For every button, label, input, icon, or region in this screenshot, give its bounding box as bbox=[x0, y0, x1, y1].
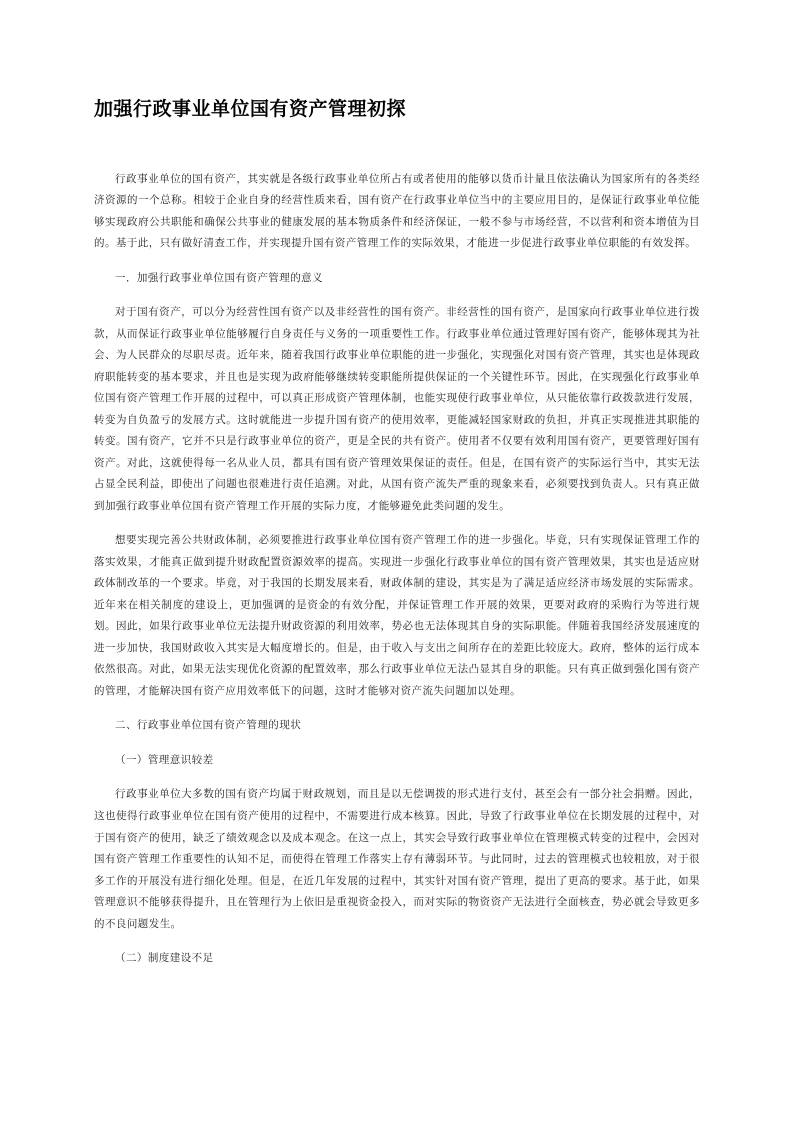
paragraph-significance-2: 想要实现完善公共财政体制，必须要推进行政事业单位国有资产管理工作的进一步强化。毕竟，只有实现保证管理工作的落实效果，才能真正做到提升财政配置资源效率的提高。实现进一步强化行政事业单位的国有资产管理效果，其实也是适应财政体制改革的一个要求。毕竟，对于我国的长期发展来看，财政体制的建设，其实是为了满足适应经济市场发展的实际需求。近年来在相关制度的建设上，更加强调的是资金的有效分配，并保证管理工作开展的效果，更要对政府的采购行为等进行规划。因此，如果行政事业单位无法提升财政资源的利用效率，势必也无法体现其自身的实际职能。伴随着我国经济发展速度的进一步加快，我国财政收入其实是大幅度增长的。但是，由于收入与支出之间所存在的差距比较庞大。政府，整体的运行成本依然很高。对此，如果无法实现优化资源的配置效率，那么行政事业单位无法凸显其自身的职能。只有真正做到强化国有资产的管理，才能解决国有资产应用效率低下的问题，这时才能够对资产流失问题加以处理。 bbox=[94, 535, 700, 697]
page-title: 加强行政事业单位国有资产管理初探 bbox=[94, 98, 407, 120]
subsection-heading-2: （二）制度建设不足 bbox=[115, 953, 214, 965]
paragraph-awareness: 行政事业单位大多数的国有资产均属于财政规划，而且是以无偿调拨的形式进行支付，甚至会有一部分社会捐赠。因此，这也使得行政事业单位在国有资产使用的过程中，不需要进行成本核算。因此，导致了行政事业单位在长期发展的过程中，对于国有资产的使用，缺乏了绩效观念以及成本观念。在这一点上，其实会导致行政事业单位在管理模式转变的过程中，会因对国有资产管理工作重要性的认知不足，而使得在管理工作落实上存有薄弱环节。与此同时，过去的管理模式也较粗放，对于很多工作的开展没有进行细化处理。但是，在近几年发展的过程中，其实针对国有资产管理，提出了更高的要求。基于此，如果管理意识不能够获得提升，且在管理行为上依旧是重视资金投入，而对实际的物资资产无法进行全面核查，势必就会导致更多的不良问题发生。 bbox=[94, 789, 700, 930]
paragraph-significance-1: 对于国有资产，可以分为经营性国有资产以及非经营性的国有资产。非经营性的国有资产，是国家向行政事业单位进行拨款，从而保证行政事业单位能够履行自身责任与义务的一项重要性工作。行政事业单位通过管理好国有资产，能够体现其为社会、为人民群众的尽职尽责。近年来，随着我国行政事业单位职能的进一步强化，实现强化对国有资产管理，其实也是体现政府职能转变的基本要求，并且也是实现为政府能够继续转变职能所提供保证的一个关键性环节。因此，在实现强化行政事业单位国有资产管理工作开展的过程中，可以真正形成资产管理体制，也能实现使行政事业单位，从只能依靠行政拨款进行发展，转变为自负盈亏的发展方式。这时就能进一步提升国有资产的使用效率，更能减轻国家财政的负担，并真正实现推进其职能的转变。国有资产，它并不只是行政事业单位的资产，更是全民的共有资产。使用者不仅要有效利用国有资产，更要管理好国有资产。对此，这就使得每一名从业人员，都具有国有资产管理效果保证的责任。但是，在国有资产的实际运行当中，其实无法占显全民利益，即使出了问题也很难进行责任追溯。对此，从国有资产流失严重的现象来看，必须要找到负责人。只有真正做到加强行政事业单位国有资产管理工作开展的实际力度，才能够避免此类问题的发生。 bbox=[94, 307, 700, 512]
subsection-heading-1: （一）管理意识较差 bbox=[115, 754, 214, 766]
paragraph-intro: 行政事业单位的国有资产，其实就是各级行政事业单位所占有或者使用的能够以货币计量且依法确认为国家所有的各类经济资源的一个总称。相较于企业自身的经营性质来看，国有资产在行政事业单位当中的主要应用目的，是保证行政事业单位能够实现政府公共职能和确保公共事业的健康发展的基本物质条件和经济保证，一般不参与市场经营，不以营利和资本增值为目的。基于此，只有做好清查工作，并实现提升国有资产管理工作的实际效果，才能进一步促进行政事业单位职能的有效发挥。 bbox=[94, 173, 700, 250]
section-heading-1: 一．加强行政事业单位国有资产管理的意义 bbox=[115, 272, 324, 284]
section-heading-2: 二、行政事业单位国有资产管理的现状 bbox=[115, 720, 302, 732]
